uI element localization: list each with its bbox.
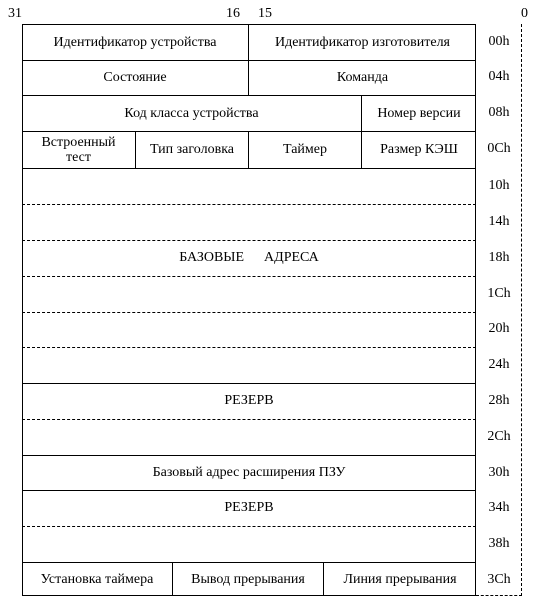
- offset-label: 2Ch: [487, 429, 511, 444]
- base-word1: БАЗОВЫЕ: [179, 250, 245, 265]
- vendor-id-cell: Идентификатор изготовителя: [274, 34, 450, 50]
- dashed-separator: [22, 312, 476, 313]
- offset-label: 14h: [488, 214, 510, 229]
- dashed-separator: [22, 276, 476, 277]
- rom-base-address-label: Базовый адрес расширения ПЗУ: [152, 464, 346, 480]
- timer-setup-cell: Установка таймера: [22, 562, 173, 596]
- bist-line1: Встроенный: [41, 134, 116, 150]
- bit-16-label: 16: [226, 6, 240, 21]
- offset-label: 18h: [488, 250, 510, 265]
- config-space-table: [22, 24, 476, 596]
- offset-label: 08h: [488, 105, 510, 120]
- offset-label: 38h: [488, 536, 510, 551]
- bit-0-label: 0: [521, 6, 528, 21]
- base-word2: АДРЕСА: [264, 250, 319, 265]
- row-08h: [22, 95, 476, 131]
- bit-31-label: 31: [8, 6, 22, 21]
- offset-label: 28h: [488, 393, 510, 408]
- base-addresses-label: [22, 240, 476, 276]
- offset-label: 34h: [488, 500, 510, 515]
- dashed-separator: [22, 419, 476, 420]
- bist-cell: [22, 131, 136, 168]
- offset-label: 30h: [488, 465, 510, 480]
- revision-cell: Номер версии: [377, 105, 461, 121]
- offset-label: 10h: [488, 178, 510, 193]
- offset-label: 3Ch: [487, 572, 511, 587]
- dashed-separator: [22, 526, 476, 527]
- offset-label: 04h: [488, 69, 510, 84]
- offset-label: 1Ch: [487, 286, 511, 301]
- cache-size-cell: Размер КЭШ: [380, 142, 458, 157]
- dashed-separator: [22, 347, 476, 348]
- header-type-cell: Тип заголовка: [136, 131, 249, 168]
- reserve-label-1: РЕЗЕРВ: [224, 393, 274, 408]
- interrupt-line-cell: Линия прерывания: [343, 571, 457, 587]
- dashed-separator: [22, 204, 476, 205]
- reserve-label-2: РЕЗЕРВ: [224, 500, 274, 515]
- command-cell: Команда: [336, 70, 389, 85]
- offset-label: 0Ch: [487, 141, 511, 156]
- interrupt-pin-cell: Вывод прерывания: [173, 562, 324, 596]
- bist-line2: тест: [65, 149, 91, 165]
- status-cell: Состояние: [22, 60, 249, 95]
- device-id-cell: Идентификатор устройства: [22, 24, 249, 60]
- class-code-cell: Код класса устройства: [22, 95, 362, 131]
- offset-label: 20h: [488, 321, 510, 336]
- separator-line: [22, 168, 476, 169]
- timer-cell: Таймер: [249, 131, 362, 168]
- offset-label: 24h: [488, 357, 510, 372]
- row-3ch: [22, 562, 476, 596]
- bit-15-label: 15: [258, 6, 272, 21]
- row-04h: [22, 60, 476, 95]
- offset-column: [476, 24, 522, 596]
- offset-label: 00h: [488, 34, 510, 49]
- row-0ch: [22, 131, 476, 168]
- row-00h: [22, 24, 476, 60]
